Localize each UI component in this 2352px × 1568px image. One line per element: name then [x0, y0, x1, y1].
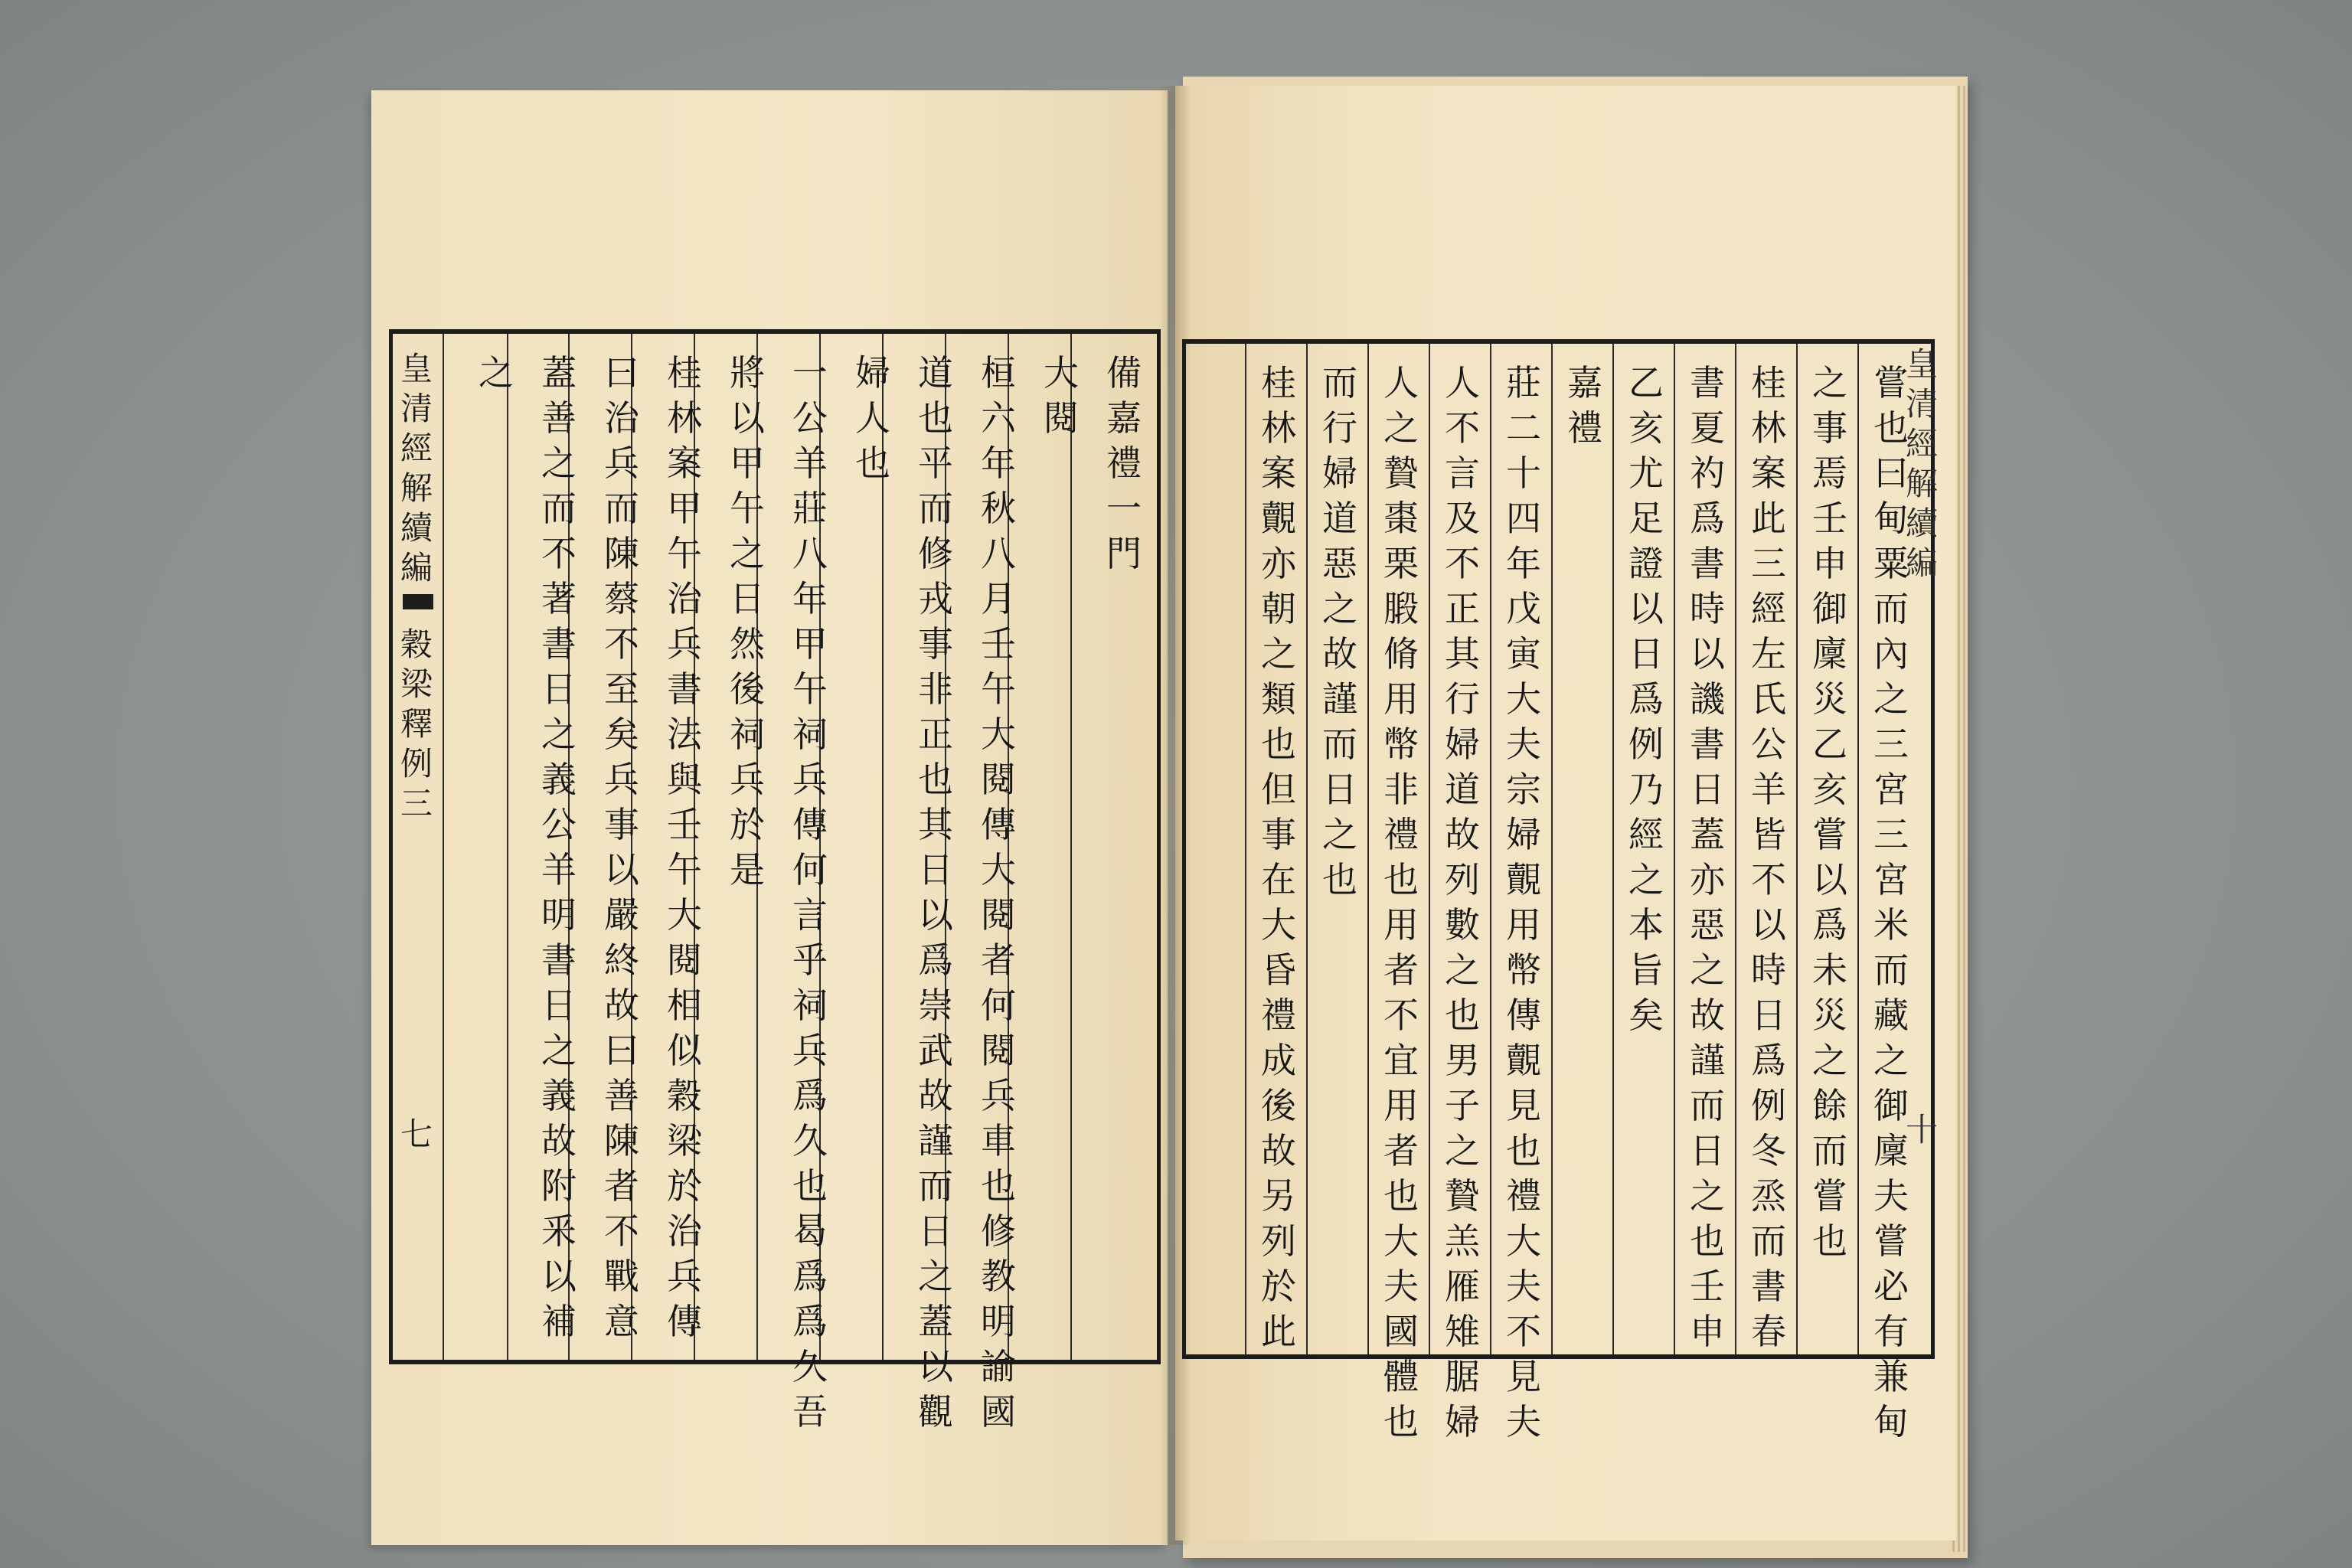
left-banxin-page: 七: [400, 1116, 433, 1153]
left-frame: [392, 329, 1158, 1432]
right-col-10: 而 行 婦 道 惡 之 故 謹 而 日 之 也: [1322, 362, 1357, 900]
right-banxin-page: 十: [1905, 1111, 1938, 1148]
right-col-1: 嘗 也 曰 甸 粟 而 內 之 三 宮 三 宮 米 而 藏 之 御 廩 夫 嘗 必 有 兼 甸: [1873, 362, 1909, 1442]
left-col-4: 道 也 平 而 修 戎 事 非 正 也 其 日 以 爲 崇 武 故 謹 而 日 之 蓋 以 觀: [918, 352, 953, 1432]
left-banxin-section: 穀 梁 釋 例 三: [400, 626, 433, 822]
right-col-9: 人 之 贄 棗 栗 腶 脩 用 幣 非 禮 也 用 者 不 宜 用 者 也 大 夫 國 體 也: [1383, 362, 1419, 1442]
fish-tail-mark: [403, 594, 433, 609]
left-col-5: 婦 人 也: [855, 352, 890, 484]
left-col-3: 桓 六 年 秋 八 月 壬 午 大 閱 傳 大 閱 者 何 閱 兵 車 也 修 教 明 諭 國: [981, 352, 1016, 1432]
right-col-3: 桂 林 案 此 三 經 左 氏 公 羊 皆 不 以 時 日 爲 例 冬 烝 而 書 春: [1751, 362, 1786, 1352]
right-frame: [1185, 339, 1932, 1442]
left-col-8: 桂 林 案 甲 午 治 兵 書 法 與 壬 午 大 閱 相 似 穀 梁 於 治 兵 傳: [667, 352, 702, 1342]
left-col-6: 一 公 羊 莊 八 年 甲 午 祠 兵 傳 何 言 乎 祠 兵 爲 久 也 曷 爲 爲 久 吾: [792, 352, 828, 1432]
left-col-1: 備 嘉 禮 一 門: [1106, 352, 1142, 574]
left-col-10: 蓋 善 之 而 不 著 書 日 之 義 公 羊 明 書 日 之 義 故 附 釆 以 補: [541, 352, 577, 1342]
right-col-4: 書 夏 礿 爲 書 時 以 譏 書 日 蓋 亦 惡 之 故 謹 而 日 之 也 壬 申: [1690, 362, 1725, 1352]
right-col-11: 桂 林 案 覿 亦 朝 之 類 也 但 事 在 大 昏 禮 成 後 故 另 列 於 此: [1261, 362, 1296, 1352]
right-col-5: 乙 亥 尤 足 證 以 日 爲 例 乃 經 之 本 旨 矣: [1628, 362, 1664, 1036]
right-col-7: 莊 二 十 四 年 戊 寅 大 夫 宗 婦 覿 用 幣 傳 覿 見 也 禮 大 夫 不 見 夫: [1506, 362, 1541, 1442]
left-banxin-title: 皇 清 經 解 續 編: [400, 350, 433, 586]
left-col-9: 曰 治 兵 而 陳 蔡 不 至 矣 兵 事 以 嚴 終 故 曰 善 陳 者 不 戰 意: [604, 352, 639, 1342]
right-col-6: 嘉 禮: [1567, 362, 1602, 449]
right-banxin-title: 皇 清 經 解 續 編: [1905, 345, 1938, 582]
left-col-2: 大 閱: [1044, 352, 1079, 439]
right-col-2: 之 事 焉 壬 申 御 廩 災 乙 亥 嘗 以 爲 未 災 之 餘 而 嘗 也: [1812, 362, 1847, 1262]
left-col-7: 將 以 甲 午 之 日 然 後 祠 兵 於 是: [730, 352, 765, 890]
left-col-11: 之: [479, 352, 514, 394]
right-col-8: 人 不 言 及 不 正 其 行 婦 道 故 列 數 之 也 男 子 之 贄 羔 雁 雉 腒 婦: [1445, 362, 1480, 1442]
